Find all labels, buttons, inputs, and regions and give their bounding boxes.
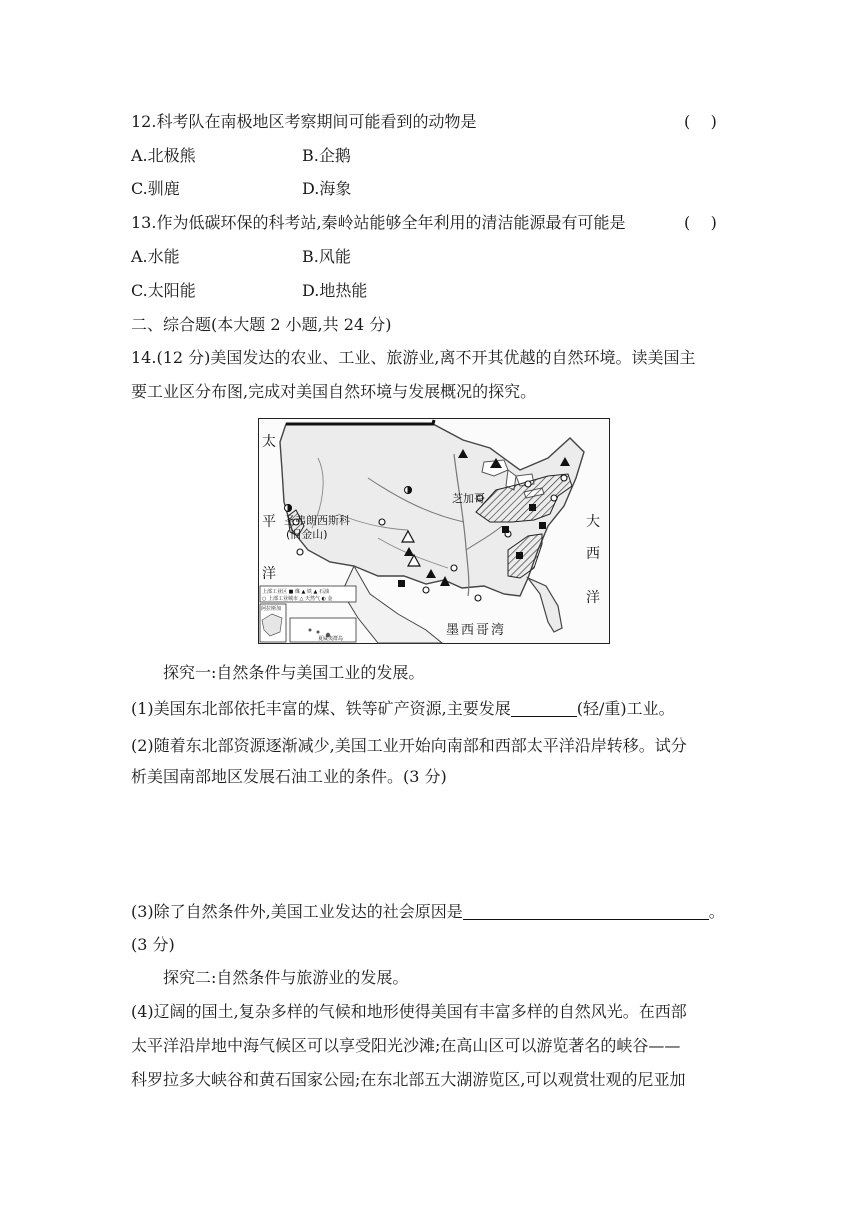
gulf-of-mexico-label: 墨西哥湾 <box>446 623 507 638</box>
sanfrancisco-label-2: (旧金山) <box>286 528 328 541</box>
q13-option-b[interactable]: B.风能 <box>302 247 351 266</box>
atlantic-char-3: 洋 <box>586 590 600 606</box>
hawaii-inset <box>290 618 356 642</box>
q13-answer-paren[interactable]: ( ) <box>684 213 717 232</box>
alaska-label: 阿拉斯加 <box>261 606 282 612</box>
q12-option-c[interactable]: C.驯鹿 <box>131 179 180 198</box>
chicago-label: 芝加哥 <box>452 492 485 505</box>
q14-part1-text: (1)美国东北部依托丰富的煤、铁等矿产资源,主要发展 <box>131 699 511 718</box>
pacific-char-2: 平 <box>262 514 276 530</box>
q14-intro-line1: 14.(12 分)美国发达的农业、工业、旅游业,离不开其优越的自然环境。读美国主 <box>131 348 696 367</box>
q14-intro-line2: 要工业区分布图,完成对美国自然环境与发展概况的探究。 <box>131 382 537 401</box>
q14-part2-line1: (2)随着东北部资源逐渐减少,美国工业开始向南部和西部太平洋沿岸转移。试分 <box>131 736 687 755</box>
q14-part4-line1: (4)辽阔的国土,复杂多样的气候和地形使得美国有丰富多样的自然风光。在西部 <box>131 1002 687 1021</box>
q14-part4-line3: 科罗拉多大峡谷和黄石国家公园;在东北部五大湖游览区,可以观赏壮观的尼亚加 <box>131 1070 686 1089</box>
q14-part3-text-after: 。 <box>708 902 725 921</box>
atlantic-char-2: 西 <box>586 546 600 562</box>
q14-part2-line2: 析美国南部地区发展石油工业的条件。(3 分) <box>131 767 447 786</box>
q12-answer-paren[interactable]: ( ) <box>684 112 717 131</box>
alaska-inset <box>260 604 286 642</box>
section-heading: 二、综合题(本大题 2 小题,共 24 分) <box>131 315 392 334</box>
q14-part3-blank[interactable] <box>463 903 709 920</box>
atlantic-char-1: 大 <box>586 514 600 530</box>
q14-part3-text: (3)除了自然条件外,美国工业发达的社会原因是 <box>131 902 463 921</box>
q12-option-b[interactable]: B.企鹅 <box>302 146 351 165</box>
q12-option-a[interactable]: A.北极熊 <box>131 146 196 165</box>
q13-option-c[interactable]: C.太阳能 <box>131 281 196 300</box>
hawaii-label: 夏威夷群岛 <box>318 636 344 642</box>
explore2-heading: 探究二:自然条件与旅游业的发展。 <box>163 968 409 987</box>
q14-part1-blank[interactable] <box>511 700 577 717</box>
q14-part1-text-after: (轻/重)工业。 <box>576 699 675 718</box>
usa-industrial-map <box>258 418 610 644</box>
pacific-char-3: 洋 <box>262 566 276 582</box>
q13-option-d[interactable]: D.地热能 <box>302 281 368 300</box>
q14-part4-line2: 太平洋沿岸地中海气候区可以享受阳光沙滩;在高山区可以游览著名的峡谷—— <box>131 1036 681 1055</box>
q14-part1 <box>131 699 675 719</box>
q12-option-d[interactable]: D.海象 <box>302 179 352 198</box>
legend-row1: 上部工业区 ■ 煤 ▲ 铁 ▲ 石油 <box>262 589 329 595</box>
legend-row2: ○ 上部工业城市 △ 天然气 ◐ 金 <box>262 596 333 602</box>
q13-option-a[interactable]: A.水能 <box>131 247 180 266</box>
q13-stem: 13.作为低碳环保的科考站,秦岭站能够全年利用的清洁能源最有可能是 <box>131 213 626 232</box>
explore1-heading: 探究一:自然条件与美国工业的发展。 <box>163 663 425 682</box>
q14-part3 <box>131 902 725 922</box>
sanfrancisco-label: 圣弗朗西斯科 <box>284 514 350 527</box>
q14-part3-score: (3 分) <box>131 935 175 954</box>
pacific-char-1: 太 <box>262 434 276 450</box>
q12-stem: 12.科考队在南极地区考察期间可能看到的动物是 <box>131 112 477 131</box>
map-legend <box>260 586 356 602</box>
